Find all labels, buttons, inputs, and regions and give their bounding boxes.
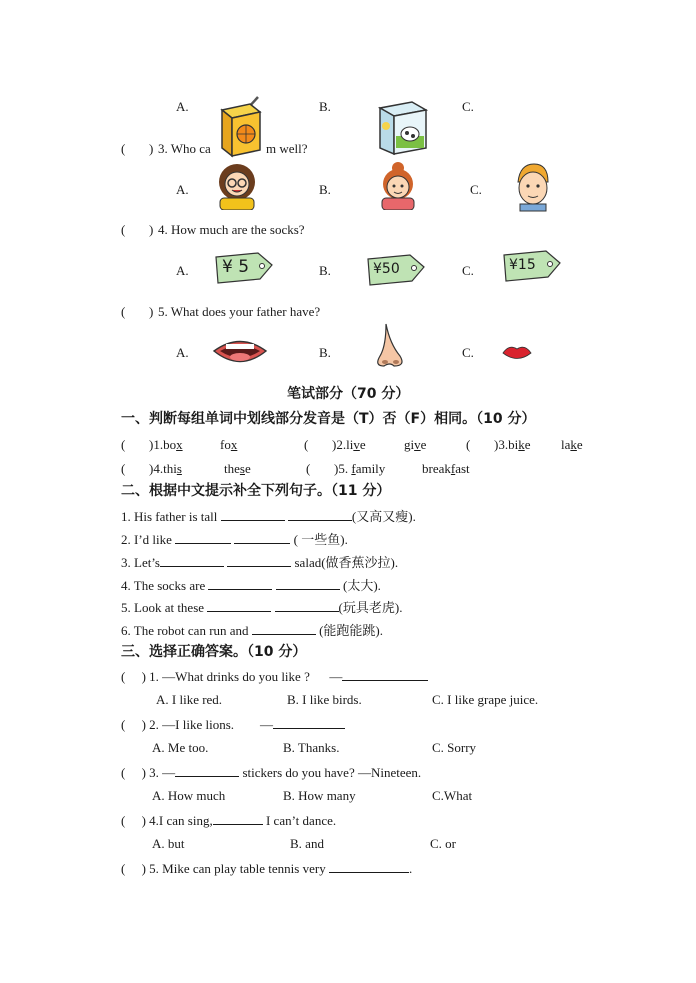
- q4-option-c: C.: [462, 263, 474, 278]
- price-label-c: ¥15: [509, 257, 536, 273]
- q2-option-a: A.: [176, 99, 189, 114]
- s2-line-3: 3. Let’s salad(做香蕉沙拉).: [121, 555, 399, 570]
- milk-carton-icon: [372, 96, 432, 160]
- answer-blank[interactable]: [213, 812, 263, 825]
- q3-option-c: C.: [470, 182, 482, 197]
- q3-text: 3. Who ca: [158, 141, 211, 156]
- mouth-icon: [212, 334, 268, 368]
- price-label-b: ¥50: [373, 261, 400, 277]
- s1-paren: (: [466, 437, 471, 452]
- s1-item-1: )1.box: [149, 437, 183, 452]
- s3-q1-option-a: A. I like red.: [156, 692, 223, 707]
- s1-item-5-word-2: breakfast: [422, 461, 470, 476]
- answer-blank[interactable]: [175, 764, 239, 777]
- s1-item-3-word-2: lake: [561, 437, 583, 452]
- s1-paren: (: [304, 437, 309, 452]
- s1-item-1-word-2: fox: [220, 437, 238, 452]
- answer-blank[interactable]: [221, 508, 285, 521]
- q4-option-a: A.: [176, 263, 189, 278]
- s1-paren: (: [121, 437, 126, 452]
- nose-icon: [372, 322, 408, 370]
- q4-text: 4. How much are the socks?: [158, 222, 305, 237]
- q5-option-b: B.: [319, 345, 331, 360]
- s2-line-4: 4. The socks are (太大).: [121, 578, 381, 593]
- q3-paren-open: (: [121, 141, 126, 156]
- s3-question-3: ( ) 3. — stickers do you have? —Nineteen.: [121, 765, 422, 780]
- s1-paren: (: [121, 461, 126, 476]
- s3-q4-option-b: B. and: [290, 836, 324, 851]
- s1-item-4-word-2: these: [224, 461, 251, 476]
- q3-option-b: B.: [319, 182, 331, 197]
- s2-line-5: 5. Look at these (玩具老虎).: [121, 600, 403, 615]
- answer-blank[interactable]: [160, 554, 224, 567]
- s2-line-2: 2. I’d like ( 一些鱼).: [121, 532, 348, 547]
- answer-blank[interactable]: [275, 599, 339, 612]
- lips-icon: [500, 342, 534, 364]
- price-tag-c: [502, 249, 560, 281]
- s3-q1-option-c: C. I like grape juice.: [432, 692, 539, 707]
- written-part-title: 笔试部分（70 分）: [287, 386, 410, 402]
- price-tag-b: [366, 253, 424, 285]
- s3-q3-option-a: A. How much: [152, 788, 226, 803]
- s1-paren: (: [306, 461, 311, 476]
- s3-question-5: ( ) 5. Mike can play table tennis very .: [121, 861, 413, 876]
- s3-question-1: ( ) 1. —What drinks do you like ? —: [121, 668, 428, 685]
- s1-item-2: )2.live: [332, 437, 366, 452]
- answer-blank[interactable]: [208, 577, 272, 590]
- q2-option-b: B.: [319, 99, 331, 114]
- girl-with-bun-icon: [376, 160, 420, 210]
- q3-paren-close: ): [149, 141, 154, 156]
- q4-option-b: B.: [319, 263, 331, 278]
- girl-with-glasses-icon: [212, 160, 262, 210]
- answer-blank[interactable]: [273, 716, 345, 729]
- q5-option-c: C.: [462, 345, 474, 360]
- q5-paren-close: ): [149, 304, 154, 319]
- q5-paren-open: (: [121, 304, 126, 319]
- s3-q4-option-c: C. or: [430, 836, 456, 851]
- s3-q2-option-a: A. Me too.: [152, 740, 209, 755]
- answer-blank[interactable]: [227, 554, 291, 567]
- q3-text-tail: m well?: [266, 141, 308, 156]
- q3-option-a: A.: [176, 182, 189, 197]
- s1-item-5: )5. family: [334, 461, 386, 476]
- s3-q3-option-c: C.What: [432, 788, 473, 803]
- section-2-heading: 二、根据中文提示补全下列句子。（11 分）: [121, 483, 391, 499]
- s1-item-4: )4.this: [149, 461, 182, 476]
- section-3-heading: 三、选择正确答案。（10 分）: [121, 644, 307, 660]
- answer-blank[interactable]: [234, 531, 290, 544]
- price-tag-a: [214, 251, 272, 283]
- s3-question-2: ( ) 2. —I like lions. —: [121, 716, 345, 733]
- s2-line-1: 1. His father is tall (又高又瘦).: [121, 509, 416, 524]
- answer-blank[interactable]: [276, 577, 340, 590]
- q2-option-c: C.: [462, 99, 474, 114]
- s3-q2-option-c: C. Sorry: [432, 740, 477, 755]
- s2-line-6: 6. The robot can run and (能跑能跳).: [121, 623, 383, 638]
- s3-q3-option-b: B. How many: [283, 788, 356, 803]
- price-label-a: ¥ 5: [222, 257, 250, 277]
- section-1-heading: 一、判断每组单词中划线部分发音是（T）否（F）相同。（10 分）: [121, 411, 536, 427]
- answer-blank[interactable]: [342, 668, 428, 681]
- s1-item-2-word-2: give: [404, 437, 427, 452]
- answer-blank[interactable]: [207, 599, 271, 612]
- s3-q2-option-b: B. Thanks.: [283, 740, 340, 755]
- juice-box-icon: [218, 96, 266, 158]
- answer-blank[interactable]: [329, 860, 409, 873]
- q4-paren-close: ): [149, 222, 154, 237]
- q4-paren-open: (: [121, 222, 126, 237]
- answer-blank[interactable]: [175, 531, 231, 544]
- answer-blank[interactable]: [252, 622, 316, 635]
- q5-text: 5. What does your father have?: [158, 304, 321, 319]
- s3-q4-option-a: A. but: [152, 836, 185, 851]
- answer-blank[interactable]: [288, 508, 352, 521]
- boy-face-icon: [512, 160, 554, 212]
- s1-item-3: )3.bike: [494, 437, 531, 452]
- s3-question-4: ( ) 4.I can sing, I can’t dance.: [121, 813, 337, 828]
- q5-option-a: A.: [176, 345, 189, 360]
- s3-q1-option-b: B. I like birds.: [287, 692, 362, 707]
